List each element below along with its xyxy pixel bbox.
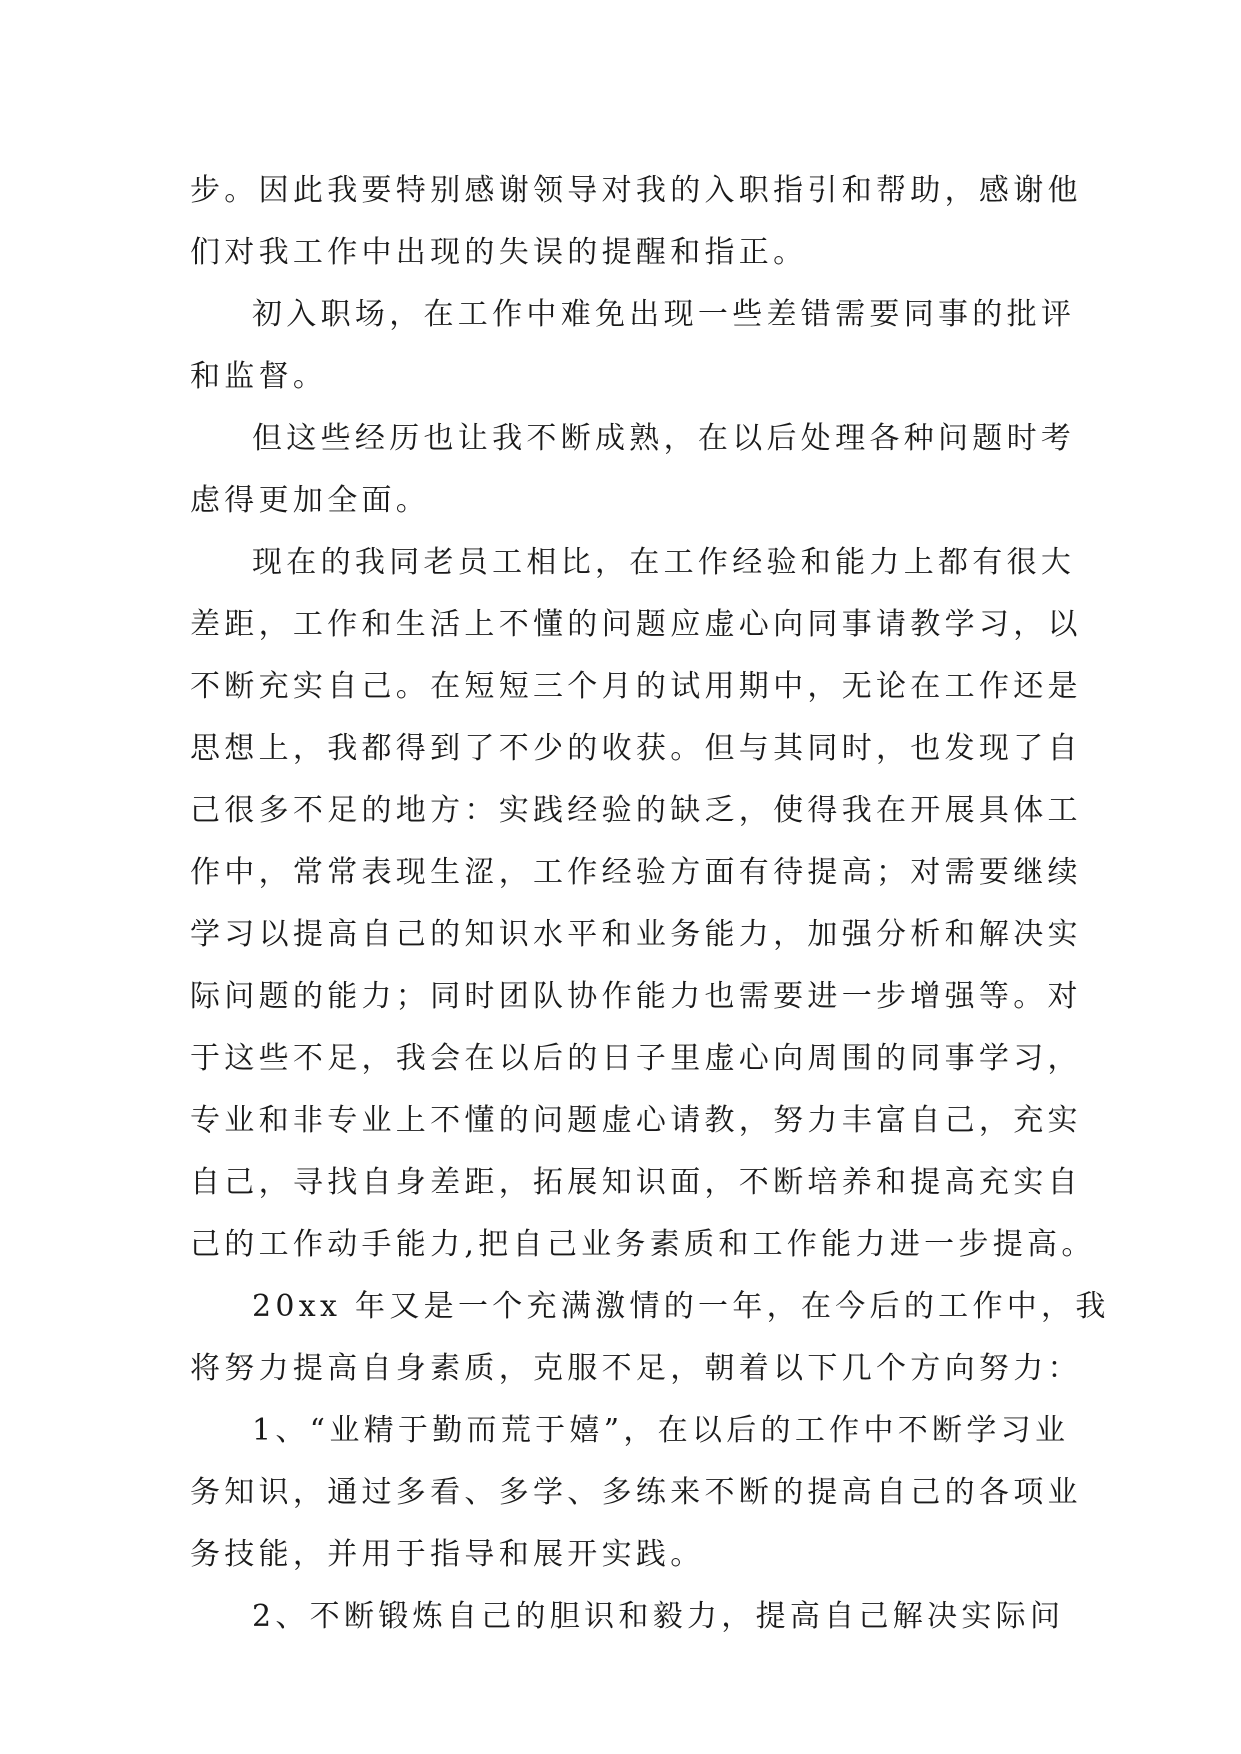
- text-line: 于这些不足，我会在以后的日子里虚心向周围的同事学习，: [190, 1041, 1082, 1076]
- text-line: 自己，寻找自身差距，拓展知识面，不断培养和提高充实自: [190, 1165, 1082, 1200]
- text-line: 专业和非专业上不懂的问题虚心请教，努力丰富自己，充实: [190, 1103, 1082, 1138]
- text-line: 际问题的能力；同时团队协作能力也需要进一步增强等。对: [190, 979, 1082, 1014]
- text-line: 己很多不足的地方：实践经验的缺乏，使得我在开展具体工: [190, 793, 1082, 828]
- text-line: 思想上，我都得到了不少的收获。但与其同时，也发现了自: [190, 731, 1082, 766]
- text-line: 现在的我同老员工相比，在工作经验和能力上都有很大: [252, 545, 1076, 580]
- text-line: 学习以提高自己的知识水平和业务能力，加强分析和解决实: [190, 917, 1082, 952]
- document-body: [190, 160, 1110, 1648]
- text-line: 务知识，通过多看、多学、多练来不断的提高自己的各项业: [190, 1475, 1082, 1510]
- text-line: 差距，工作和生活上不懂的问题应虚心向同事请教学习，以: [190, 607, 1082, 642]
- text-line: 步。因此我要特别感谢领导对我的入职指引和帮助，感谢他: [190, 173, 1082, 208]
- text-line: 虑得更加全面。: [190, 483, 431, 518]
- text-line: 们对我工作中出现的失误的提醒和指正。: [190, 235, 808, 270]
- text-line: 1、“业精于勤而荒于嬉”，在以后的工作中不断学习业: [252, 1413, 1070, 1448]
- text-line: 但这些经历也让我不断成熟，在以后处理各种问题时考: [252, 421, 1076, 456]
- text-line: 2、不断锻炼自己的胆识和毅力，提高自己解决实际问: [252, 1599, 1065, 1634]
- text-line: 和监督。: [190, 359, 328, 394]
- text-line: 作中，常常表现生涩，工作经验方面有待提高；对需要继续: [190, 855, 1082, 890]
- text-line: 务技能，并用于指导和展开实践。: [190, 1537, 705, 1572]
- text-line: 己的工作动手能力,把自己业务素质和工作能力进一步提高。: [190, 1227, 1096, 1262]
- text-line: 不断充实自己。在短短三个月的试用期中，无论在工作还是: [190, 669, 1082, 704]
- text-line: 将努力提高自身素质，克服不足，朝着以下几个方向努力：: [190, 1351, 1082, 1386]
- text-line: 20xx 年又是一个充满激情的一年，在今后的工作中，我: [252, 1289, 1110, 1324]
- text-line: 初入职场，在工作中难免出现一些差错需要同事的批评: [252, 297, 1076, 332]
